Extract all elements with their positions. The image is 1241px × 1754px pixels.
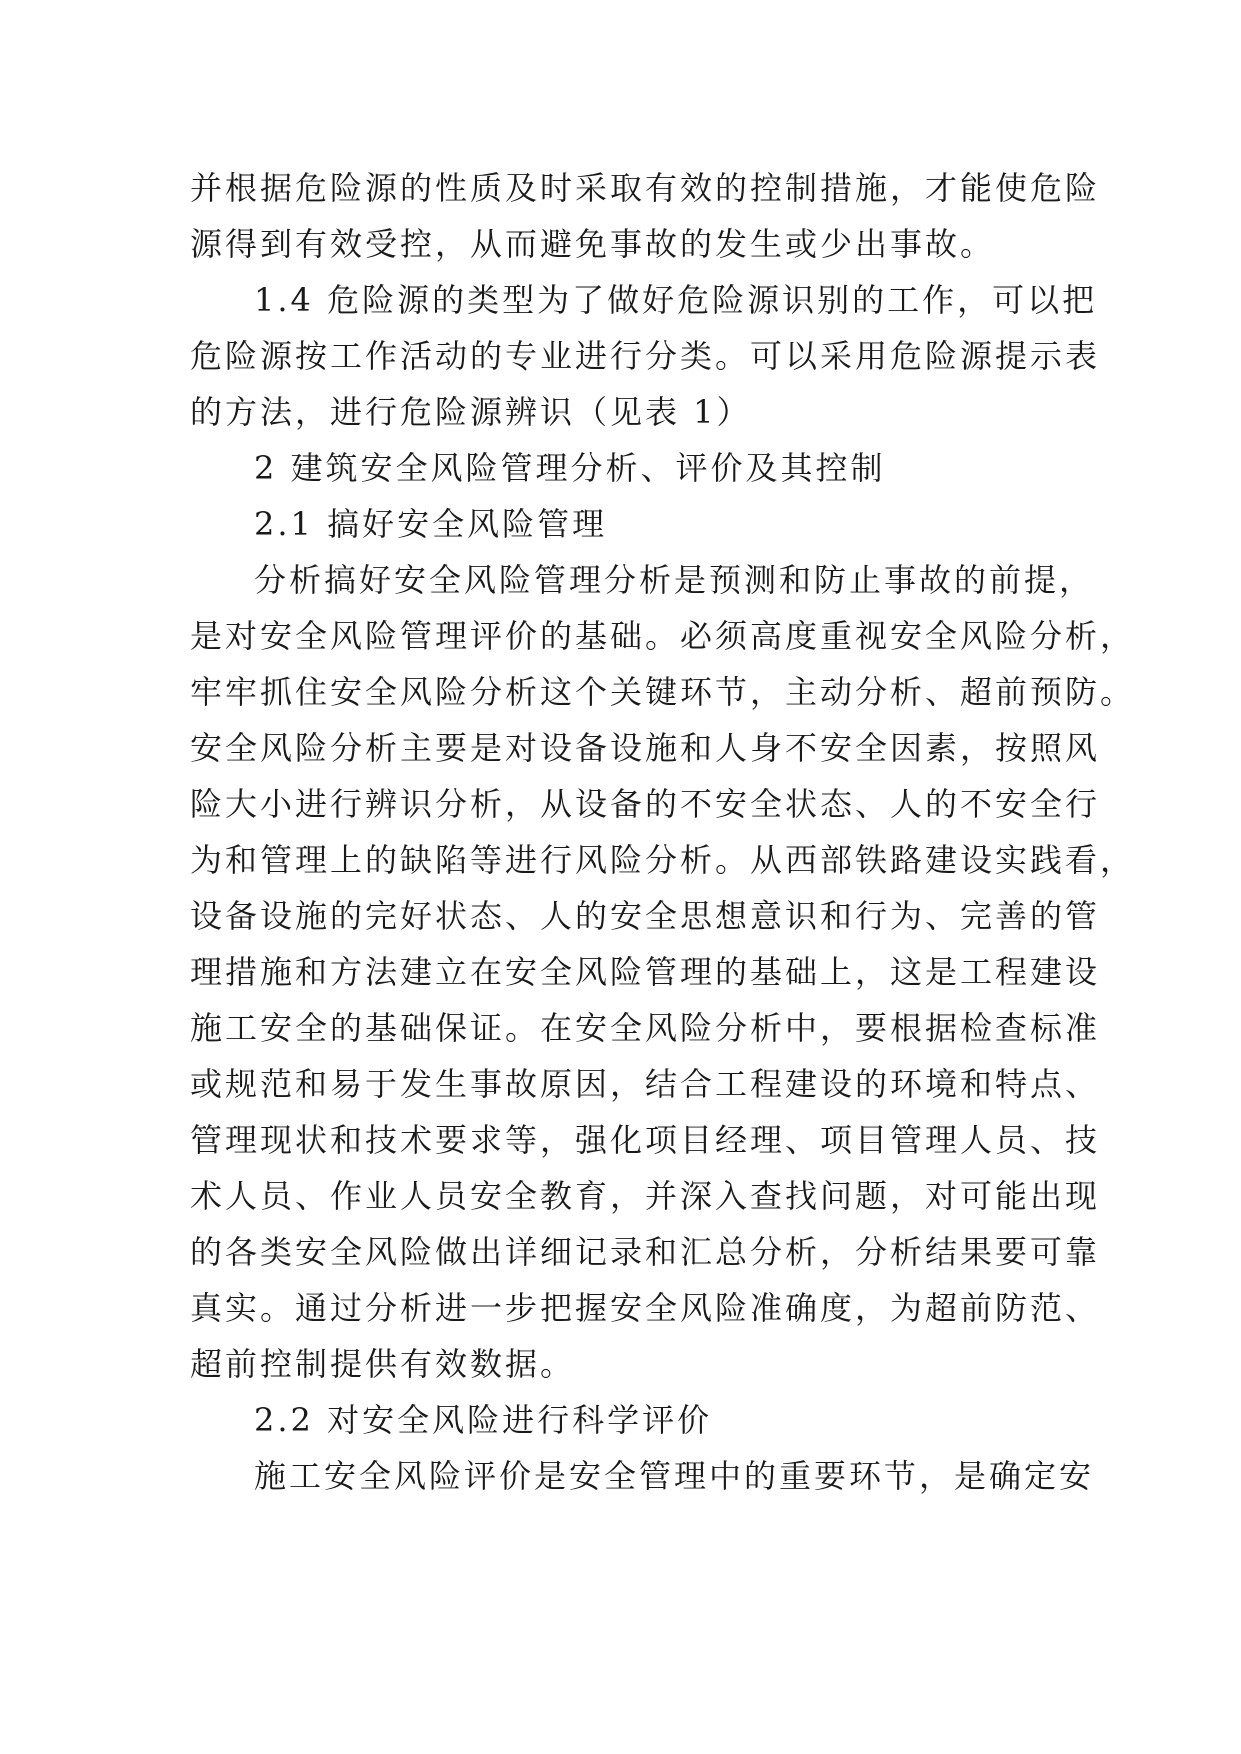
text-line: 源得到有效受控，从而避免事故的发生或少出事故。: [190, 225, 996, 263]
text-line: 为和管理上的缺陷等进行风险分析。从西部铁路建设实践看，: [190, 841, 1136, 879]
text-line: 或规范和易于发生事故原因，结合工程建设的环境和特点、: [190, 1065, 1101, 1103]
text-line: 危险源按工作活动的专业进行分类。可以采用危险源提示表: [190, 337, 1101, 375]
text-line: 的各类安全风险做出详细记录和汇总分析，分析结果要可靠: [190, 1233, 1101, 1271]
text-line: 牢牢抓住安全风险分析这个关键环节，主动分析、超前预防。: [190, 673, 1136, 711]
text-line: 理措施和方法建立在安全风险管理的基础上，这是工程建设: [190, 953, 1101, 991]
text-line: 施工安全的基础保证。在安全风险分析中，要根据检查标准: [190, 1009, 1101, 1047]
section-heading-2: 2 建筑安全风险管理分析、评价及其控制: [254, 449, 886, 487]
section-heading-1-4: 1.4 危险源的类型为了做好危险源识别的工作，可以把: [254, 281, 1098, 319]
text-line: 分析搞好安全风险管理分析是预测和防止事故的前提，: [254, 561, 1095, 599]
text-line: 是对安全风险管理评价的基础。必须高度重视安全风险分析，: [190, 617, 1136, 655]
text-line: 设备设施的完好状态、人的安全思想意识和行为、完善的管: [190, 897, 1101, 935]
section-heading-2-1: 2.1 搞好安全风险管理: [254, 505, 608, 543]
text-line: 施工安全风险评价是安全管理中的重要环节，是确定安: [254, 1457, 1095, 1495]
text-line: 管理现状和技术要求等，强化项目经理、项目管理人员、技: [190, 1121, 1101, 1159]
text-line: 术人员、作业人员安全教育，并深入查找问题，对可能出现: [190, 1177, 1101, 1215]
text-line: 险大小进行辨识分析，从设备的不安全状态、人的不安全行: [190, 785, 1101, 823]
text-line: 的方法，进行危险源辨识（见表 1）: [190, 393, 752, 431]
section-heading-2-2: 2.2 对安全风险进行科学评价: [254, 1401, 713, 1439]
text-line: 安全风险分析主要是对设备设施和人身不安全因素，按照风: [190, 729, 1101, 767]
text-line: 超前控制提供有效数据。: [190, 1345, 576, 1383]
text-line: 并根据危险源的性质及时采取有效的控制措施，才能使危险: [190, 169, 1101, 207]
text-line: 真实。通过分析进一步把握安全风险准确度，为超前防范、: [190, 1289, 1101, 1327]
